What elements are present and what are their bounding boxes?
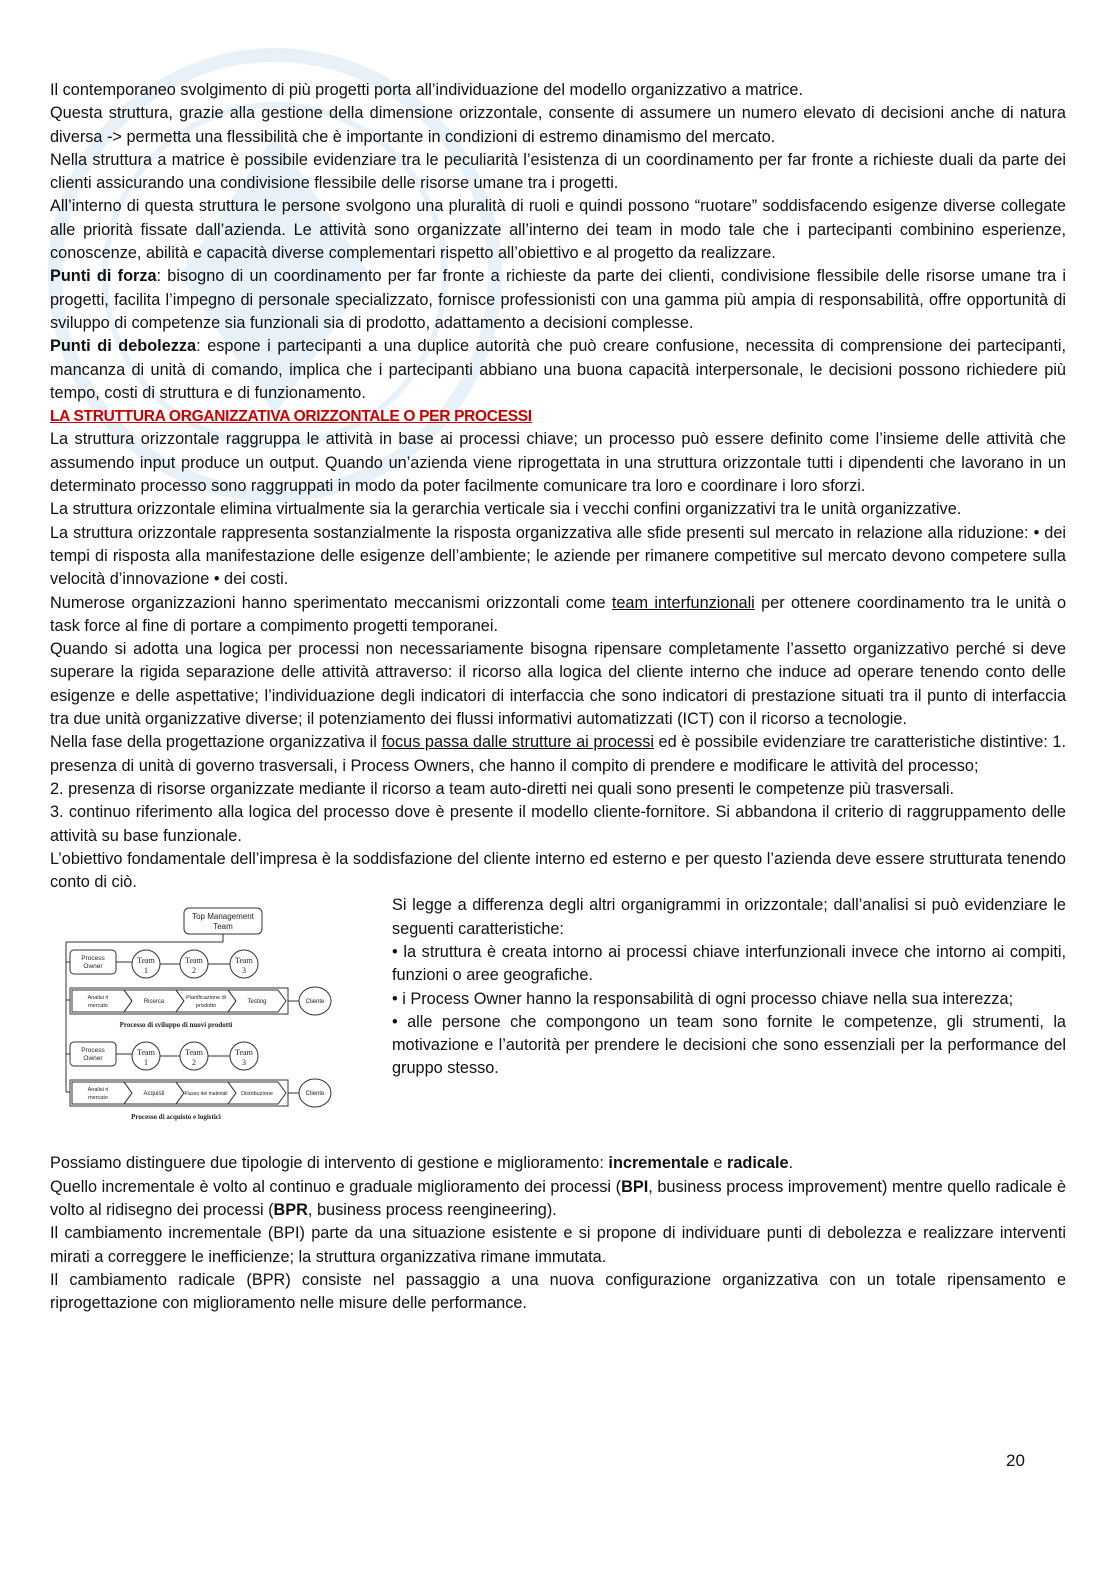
bpi-text-3: , business process reengineering). <box>307 1200 557 1219</box>
teams-underlined: team interfunzionali <box>611 593 755 612</box>
bpi-text-1: Quello incrementale è volto al continuo e graduale miglioramento dei processi ( <box>50 1177 622 1196</box>
step-distribution: Distribuzione <box>241 1091 273 1098</box>
bpi-text-2: , business process improvement) mentre quello radicale è volto al ridisegno dei processi ( <box>50 1177 1066 1219</box>
process-owner-box <box>70 1042 116 1066</box>
figure-description <box>392 894 1066 1080</box>
figure-row <box>50 894 1066 1130</box>
step-market-analysis: Analisi ri <box>87 995 109 1002</box>
paragraph: 3. continuo riferimento alla logica del processo dove è presente il modello cliente-fornitore. Si abbandona il criterio di raggruppamento delle attività su base funzionale. <box>50 803 1066 845</box>
document-body <box>50 79 1066 1315</box>
top-box-line1: Top Management <box>192 912 254 922</box>
page-number: 20 <box>1006 1451 1025 1470</box>
svg-text:ProcessOwner <box>81 955 105 970</box>
paragraph: La struttura orizzontale rappresenta sostanzialmente la risposta organizzativa alle sfide presenti sul mercato in relazione alla riduzione: • dei tempi di risposta alla manifestazione delle esigenze dell’ambiente; le aziende per rimanere competitive sul mercato devono competere sulla velocità d’innovazione • dei costi. <box>50 523 1066 589</box>
focus-text-after: ed è possibile evidenziare tre caratteristiche distintive: 1. presenza di unità di governo trasversali, i Process Owners, che hanno il compito di prendere e modificare le attività del processo; <box>50 733 1066 775</box>
paragraph: All’interno di questa struttura le persone svolgono una pluralità di ruoli e quindi possono “ruotare” soddisfacendo esigenze diverse collegate alle priorità fissate dall’azienda. Le attività sono organizzate all’interno dei team in modo tale che i partecipanti combinino esperienze, conoscenze, abilità e capacità diverse complementari rispetto all’obiettivo e al progetto da realizzare. <box>50 197 1066 263</box>
incremental-bold: incrementale <box>608 1154 709 1173</box>
svg-text:Testing <box>247 999 266 1005</box>
focus-text-before: Nella fase della progettazione organizzativa il <box>50 733 382 752</box>
svg-text:Distribuzione <box>241 1091 273 1097</box>
section-heading: LA STRUTTURA ORGANIZZATIVA ORIZZONTALE O PER PROCESSI <box>50 408 532 426</box>
paragraph: Quando si adotta una logica per processi non necessariamente bisogna ripensare completamente l’assetto organizzativo perché si deve superare la rigida separazione delle attività attraverso: il ricorso alla logica del cliente interno che induce ad operare tenendo conto delle esigenze e delle aspettative; l’individuazione degli indicatori di interfaccia che sono indicatori di prestazione situati tra il punto di interfaccia tra due unità organizzative diverse; il potenziamento dei flussi informativi automatizzati (ICT) con il ricorso a tecnologie. <box>50 640 1066 729</box>
team-3-label: Team <box>235 956 253 966</box>
step-market-analysis-2: mercato <box>88 1003 108 1010</box>
radical-bold: radicale <box>726 1154 789 1173</box>
step-market-analysis: Analisi ri <box>87 1087 109 1094</box>
focus-paragraph <box>50 731 1066 778</box>
strengths-label: Punti di forza <box>50 267 157 286</box>
team-3-label: Team <box>235 1048 253 1058</box>
paragraph: Il cambiamento incrementale (BPI) parte da una situazione esistente e si propone di individuare punti di debolezza e realizzare interventi mirati a correggere le inefficienze; la struttura organizzativa rimane immutata. <box>50 1224 1066 1266</box>
intervention-end: . <box>788 1154 794 1173</box>
bpi-bold: BPI <box>621 1177 649 1196</box>
team-1-number: 1 <box>144 1058 148 1068</box>
step-material-flow: Flusso dei materiali <box>184 1091 228 1098</box>
svg-text:ProcessOwner <box>81 1047 105 1062</box>
owner-2-line1: Process <box>81 1047 105 1055</box>
owner-line2: Owner <box>83 963 103 971</box>
figure-bullet: • alle persone che compongono un team sono fornite le competenze, gli strumenti, la motivazione e l’autorità per prendere le decisioni che sono essenziali per la performance del gruppo stesso. <box>392 1012 1066 1078</box>
step-testing: Testing <box>247 999 267 1006</box>
step-planning: Pianificazione di <box>186 995 226 1002</box>
figure-bullet: • i Process Owner hanno la responsabilità di ogni processo chiave nella sua interezza; <box>392 989 1014 1008</box>
owner-line1: Process <box>81 955 105 963</box>
team-2-number: 2 <box>192 966 196 976</box>
step-market-analysis-2: mercato <box>88 1095 108 1102</box>
figure-paragraph: Si legge a differenza degli altri organigrammi in orizzontale; dall’analisi si può evidenziare le seguenti caratteristiche: <box>392 896 1066 938</box>
team-2-number: 2 <box>192 1058 196 1068</box>
step-research: Ricerca <box>143 999 165 1006</box>
figure-bullet: • la struttura è creata intorno ai processi chiave interfunzionali invece che intorno ai compiti, funzioni o aree geografiche. <box>392 942 1066 985</box>
process-owner-box <box>70 950 116 974</box>
client-label: Cliente <box>305 1091 325 1098</box>
svg-text:Acquisti <box>143 1091 164 1097</box>
paragraph: La struttura orizzontale elimina virtualmente sia la gerarchia verticale sia i vecchi confini organizzativi tra le unità organizzative. <box>50 500 962 519</box>
paragraph: L’obiettivo fondamentale dell’impresa è la soddisfazione del cliente interno ed esterno e per questo l’azienda deve essere strutturata tenendo conto di ciò. <box>50 849 1066 892</box>
team-2-label: Team <box>185 1048 203 1058</box>
paragraph: Il contemporaneo svolgimento di più progetti porta all’individuazione del modello organizzativo a matrice. <box>50 81 803 99</box>
weaknesses-paragraph <box>50 335 1066 405</box>
team-3-number: 3 <box>242 966 246 976</box>
intervention-and: e <box>708 1154 727 1173</box>
step-planning-2: prodotto <box>195 1003 217 1010</box>
intervention-paragraph <box>50 1152 1066 1175</box>
weaknesses-label: Punti di debolezza <box>50 337 197 356</box>
svg-text:Ricerca <box>144 999 165 1005</box>
svg-text:Flusso dei materiali <box>184 1091 227 1097</box>
paragraph: Il cambiamento radicale (BPR) consiste nel passaggio a una nuova configurazione organizzativa con un totale ripensamento e riprogettazione con miglioramento nelle misure delle performance. <box>50 1270 1066 1313</box>
focus-underlined: focus passa dalle strutture ai processi <box>381 733 654 752</box>
team-2-label: Team <box>185 956 203 966</box>
paragraph: 2. presenza di risorse organizzate mediante il ricorso a team auto-diretti nei quali sono presenti le competenze più trasversali. <box>50 779 955 798</box>
step-purchasing: Acquisti <box>143 1091 165 1098</box>
paragraph: Nella struttura a matrice è possibile evidenziare tra le peculiarità l’esistenza di un coordinamento per far fronte a richieste duali da parte dei clienti assicurando una condivisione flessibile delle risorse umane tra i progetti. <box>50 150 1066 193</box>
team-1-label: Team <box>137 1048 155 1058</box>
spacer <box>50 1130 1066 1152</box>
teams-paragraph <box>50 592 1066 639</box>
process-diagram <box>58 902 358 1124</box>
intervention-text: Possiamo distinguere due tipologie di intervento di gestione e miglioramento: <box>50 1154 609 1173</box>
top-box-line2: Team <box>213 922 233 932</box>
process-1-label: Processo di sviluppo di nuovi prodotti <box>119 1021 233 1030</box>
client-label: Cliente <box>305 999 325 1006</box>
process-2-label: Processo di acquisto e logistici <box>131 1113 221 1122</box>
bpi-paragraph <box>50 1176 1066 1223</box>
teams-text-after: per ottenere coordinamento tra le unità o task force al fine di portare a compimento progetti temporanei. <box>50 593 1067 635</box>
team-1-label: Team <box>137 956 155 966</box>
paragraph: La struttura orizzontale raggruppa le attività in base ai processi chiave; un processo può essere definito come l’insieme delle attività che assumendo input produce un output. Quando un’azienda viene riprogettata in una struttura orizzontale tutti i dipendenti che lavorano in un determinato processo sono raggruppati in modo da poter facilmente comunicare tra loro e coordinare i loro sforzi. <box>50 430 1066 496</box>
paragraph: Questa struttura, grazie alla gestione della dimensione orizzontale, consente di assumere un numero elevato di decisioni anche di natura diversa -> permetta una flessibilità che è importante in condizioni di estremo dinamismo del mercato. <box>50 104 1066 146</box>
team-3-number: 3 <box>242 1058 246 1068</box>
owner-2-line2: Owner <box>83 1055 103 1063</box>
teams-text-before: Numerose organizzazioni hanno sperimentato meccanismi orizzontali come <box>50 593 612 612</box>
strengths-paragraph <box>50 265 1066 335</box>
weaknesses-text: : espone i partecipanti a una duplice autorità che può creare confusione, necessita di comprensione dei partecipanti, mancanza di unità di comando, implica che i partecipanti abbiano una buona capacità interpersonale, le decisioni possono richiedere più tempo, costi di struttura e di funzionamento. <box>50 337 1066 402</box>
team-1-number: 1 <box>144 966 148 976</box>
bpr-bold: BPR <box>273 1200 308 1219</box>
strengths-text: : bisogno di un coordinamento per far fronte a richieste da parte dei clienti, condivisione flessibile delle risorse umane tra i progetti, facilita l’impegno di personale specializzato, fornisce professionisti con una gamma più ampia di responsabilità, offre opportunità di sviluppo di competenze sia funzionali sia di prodotto, adattamento a decisioni complesse. <box>50 267 1066 332</box>
